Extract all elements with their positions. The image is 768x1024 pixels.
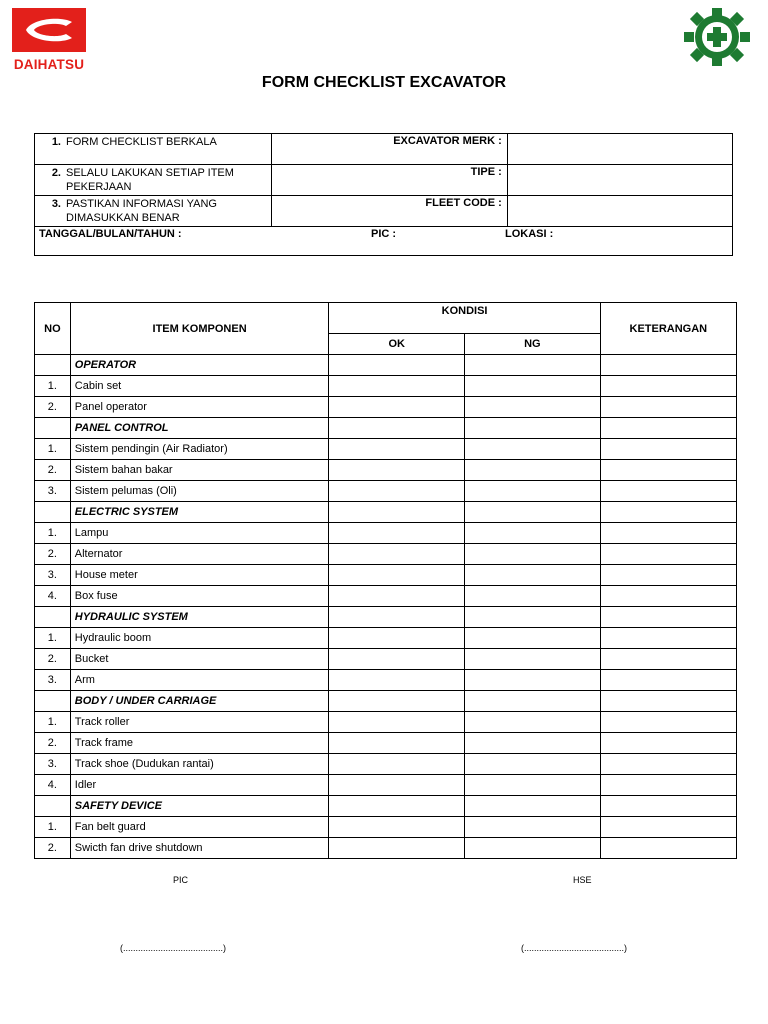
row-number: 1. xyxy=(35,817,71,838)
ng-cell[interactable] xyxy=(465,439,601,460)
table-row xyxy=(35,649,737,670)
row-number xyxy=(35,418,71,439)
row-number: 1. xyxy=(35,523,71,544)
header-item: ITEM KOMPONEN xyxy=(70,303,329,355)
item-name: Idler xyxy=(70,775,329,796)
ok-cell[interactable] xyxy=(329,670,465,691)
section-row xyxy=(35,355,737,376)
row-number: 4. xyxy=(35,586,71,607)
row-number: 1. xyxy=(35,712,71,733)
ng-cell[interactable] xyxy=(465,817,601,838)
info-value-field[interactable] xyxy=(507,165,732,196)
item-name: Lampu xyxy=(70,523,329,544)
ok-cell[interactable] xyxy=(329,712,465,733)
pic-label: PIC : xyxy=(371,228,397,240)
ng-cell[interactable] xyxy=(465,628,601,649)
ok-cell[interactable] xyxy=(329,565,465,586)
section-row xyxy=(35,607,737,628)
checklist-header-row xyxy=(35,303,737,334)
item-name: Hydraulic boom xyxy=(70,628,329,649)
info-footer-row xyxy=(35,227,733,256)
signature-line-hse[interactable]: (........................................) xyxy=(521,943,628,953)
table-row xyxy=(35,439,737,460)
signature-label-pic: PIC xyxy=(173,875,189,885)
item-name: Track frame xyxy=(70,733,329,754)
header-ok: OK xyxy=(329,334,465,355)
ok-cell[interactable] xyxy=(329,796,465,817)
table-row xyxy=(35,544,737,565)
ok-cell[interactable] xyxy=(329,817,465,838)
ok-cell[interactable] xyxy=(329,376,465,397)
location-label: LOKASI : xyxy=(505,228,554,240)
keterangan-cell[interactable] xyxy=(600,355,736,376)
ok-cell[interactable] xyxy=(329,691,465,712)
info-instruction xyxy=(35,196,272,227)
ok-cell[interactable] xyxy=(329,481,465,502)
keterangan-cell[interactable] xyxy=(600,376,736,397)
info-text: FORM CHECKLIST BERKALA xyxy=(66,136,217,148)
section-row xyxy=(35,418,737,439)
ok-cell[interactable] xyxy=(329,355,465,376)
keterangan-cell[interactable] xyxy=(600,397,736,418)
table-row xyxy=(35,586,737,607)
daihatsu-logo xyxy=(12,8,86,74)
table-row xyxy=(35,481,737,502)
ng-cell[interactable] xyxy=(465,607,601,628)
signature-line-pic[interactable]: (........................................) xyxy=(120,943,227,953)
table-row xyxy=(35,460,737,481)
section-row xyxy=(35,691,737,712)
row-number: 1. xyxy=(35,376,71,397)
info-label: EXCAVATOR MERK : xyxy=(271,134,507,165)
item-name: Track roller xyxy=(70,712,329,733)
table-row xyxy=(35,754,737,775)
item-name: Alternator xyxy=(70,544,329,565)
keterangan-cell[interactable] xyxy=(600,817,736,838)
ok-cell[interactable] xyxy=(329,397,465,418)
item-name: Swicth fan drive shutdown xyxy=(70,838,329,859)
row-number xyxy=(35,355,71,376)
keterangan-cell[interactable] xyxy=(600,607,736,628)
keterangan-cell[interactable] xyxy=(600,628,736,649)
ng-cell[interactable] xyxy=(465,649,601,670)
info-table xyxy=(34,133,733,256)
section-title: OPERATOR xyxy=(70,355,329,376)
info-label: TIPE : xyxy=(271,165,507,196)
section-row xyxy=(35,502,737,523)
keterangan-cell[interactable] xyxy=(600,712,736,733)
table-row xyxy=(35,817,737,838)
header-kondisi: KONDISI xyxy=(329,303,600,334)
ok-cell[interactable] xyxy=(329,754,465,775)
table-row xyxy=(35,712,737,733)
row-number: 3. xyxy=(35,565,71,586)
row-number: 1. xyxy=(35,439,71,460)
item-name: Sistem pelumas (Oli) xyxy=(70,481,329,502)
ng-cell[interactable] xyxy=(465,733,601,754)
section-title: PANEL CONTROL xyxy=(70,418,329,439)
ok-cell[interactable] xyxy=(329,628,465,649)
ng-cell[interactable] xyxy=(465,586,601,607)
row-number: 2. xyxy=(35,397,71,418)
ng-cell[interactable] xyxy=(465,481,601,502)
item-name: Fan belt guard xyxy=(70,817,329,838)
info-row xyxy=(35,196,733,227)
table-row xyxy=(35,733,737,754)
item-name: Cabin set xyxy=(70,376,329,397)
item-name: House meter xyxy=(70,565,329,586)
keterangan-cell[interactable] xyxy=(600,775,736,796)
keterangan-cell[interactable] xyxy=(600,439,736,460)
row-number: 1. xyxy=(35,628,71,649)
row-number: 2. xyxy=(35,838,71,859)
item-name: Sistem bahan bakar xyxy=(70,460,329,481)
row-number: 2. xyxy=(35,733,71,754)
ok-cell[interactable] xyxy=(329,607,465,628)
section-title: SAFETY DEVICE xyxy=(70,796,329,817)
item-name: Sistem pendingin (Air Radiator) xyxy=(70,439,329,460)
ng-cell[interactable] xyxy=(465,418,601,439)
item-name: Track shoe (Dudukan rantai) xyxy=(70,754,329,775)
table-row xyxy=(35,628,737,649)
ng-cell[interactable] xyxy=(465,355,601,376)
ng-cell[interactable] xyxy=(465,712,601,733)
ng-cell[interactable] xyxy=(465,544,601,565)
table-row xyxy=(35,838,737,859)
keterangan-cell[interactable] xyxy=(600,691,736,712)
row-number: 3. xyxy=(35,481,71,502)
keterangan-cell[interactable] xyxy=(600,460,736,481)
info-label: FLEET CODE : xyxy=(271,196,507,227)
table-row xyxy=(35,565,737,586)
ng-cell[interactable] xyxy=(465,376,601,397)
daihatsu-emblem-icon xyxy=(12,8,86,52)
keterangan-cell[interactable] xyxy=(600,418,736,439)
keterangan-cell[interactable] xyxy=(600,754,736,775)
info-number: 3. xyxy=(51,198,61,210)
checklist-table xyxy=(34,302,737,859)
info-row xyxy=(35,134,733,165)
keterangan-cell[interactable] xyxy=(600,733,736,754)
row-number: 3. xyxy=(35,670,71,691)
keterangan-cell[interactable] xyxy=(600,796,736,817)
keterangan-cell[interactable] xyxy=(600,502,736,523)
row-number: 2. xyxy=(35,544,71,565)
table-row xyxy=(35,775,737,796)
keterangan-cell[interactable] xyxy=(600,565,736,586)
ng-cell[interactable] xyxy=(465,502,601,523)
row-number xyxy=(35,607,71,628)
row-number xyxy=(35,502,71,523)
ng-cell[interactable] xyxy=(465,460,601,481)
row-number: 4. xyxy=(35,775,71,796)
info-text: SELALU LAKUKAN SETIAP ITEM PEKERJAAN xyxy=(66,167,234,193)
table-row xyxy=(35,376,737,397)
section-title: ELECTRIC SYSTEM xyxy=(70,502,329,523)
ng-cell[interactable] xyxy=(465,523,601,544)
section-row xyxy=(35,796,737,817)
table-row xyxy=(35,523,737,544)
ok-cell[interactable] xyxy=(329,439,465,460)
keterangan-cell[interactable] xyxy=(600,586,736,607)
ok-cell[interactable] xyxy=(329,460,465,481)
table-row xyxy=(35,670,737,691)
keterangan-cell[interactable] xyxy=(600,838,736,859)
safety-gear-icon xyxy=(678,6,756,68)
row-number: 3. xyxy=(35,754,71,775)
info-row xyxy=(35,165,733,196)
info-value-field[interactable] xyxy=(507,196,732,227)
ng-cell[interactable] xyxy=(465,397,601,418)
ok-cell[interactable] xyxy=(329,649,465,670)
ng-cell[interactable] xyxy=(465,775,601,796)
info-number: 1. xyxy=(51,136,61,148)
ok-cell[interactable] xyxy=(329,523,465,544)
row-number xyxy=(35,796,71,817)
keterangan-cell[interactable] xyxy=(600,544,736,565)
ok-cell[interactable] xyxy=(329,502,465,523)
signature-label-hse: HSE xyxy=(573,875,592,885)
item-name: Box fuse xyxy=(70,586,329,607)
page-title: FORM CHECKLIST EXCAVATOR xyxy=(261,74,507,91)
info-text: PASTIKAN INFORMASI YANG DIMASUKKAN BENAR xyxy=(66,198,217,224)
header-ng: NG xyxy=(465,334,601,355)
ok-cell[interactable] xyxy=(329,733,465,754)
ok-cell[interactable] xyxy=(329,586,465,607)
info-value-field[interactable] xyxy=(507,134,732,165)
table-row xyxy=(35,397,737,418)
keterangan-cell[interactable] xyxy=(600,481,736,502)
keterangan-cell[interactable] xyxy=(600,649,736,670)
date-label: TANGGAL/BULAN/TAHUN : xyxy=(39,228,182,240)
ng-cell[interactable] xyxy=(465,754,601,775)
item-name: Arm xyxy=(70,670,329,691)
section-title: HYDRAULIC SYSTEM xyxy=(70,607,329,628)
ok-cell[interactable] xyxy=(329,418,465,439)
row-number: 2. xyxy=(35,649,71,670)
header-keterangan: KETERANGAN xyxy=(600,303,736,355)
brand-name: DAIHATSU xyxy=(13,57,85,72)
header-no: NO xyxy=(35,303,71,355)
ng-cell[interactable] xyxy=(465,670,601,691)
info-instruction xyxy=(35,134,272,165)
keterangan-cell[interactable] xyxy=(600,523,736,544)
ok-cell[interactable] xyxy=(329,544,465,565)
row-number: 2. xyxy=(35,460,71,481)
info-instruction xyxy=(35,165,272,196)
ng-cell[interactable] xyxy=(465,796,601,817)
ok-cell[interactable] xyxy=(329,775,465,796)
item-name: Panel operator xyxy=(70,397,329,418)
ng-cell[interactable] xyxy=(465,565,601,586)
ng-cell[interactable] xyxy=(465,691,601,712)
ng-cell[interactable] xyxy=(465,838,601,859)
row-number xyxy=(35,691,71,712)
ok-cell[interactable] xyxy=(329,838,465,859)
item-name: Bucket xyxy=(70,649,329,670)
info-number: 2. xyxy=(51,167,61,179)
keterangan-cell[interactable] xyxy=(600,670,736,691)
section-title: BODY / UNDER CARRIAGE xyxy=(70,691,329,712)
